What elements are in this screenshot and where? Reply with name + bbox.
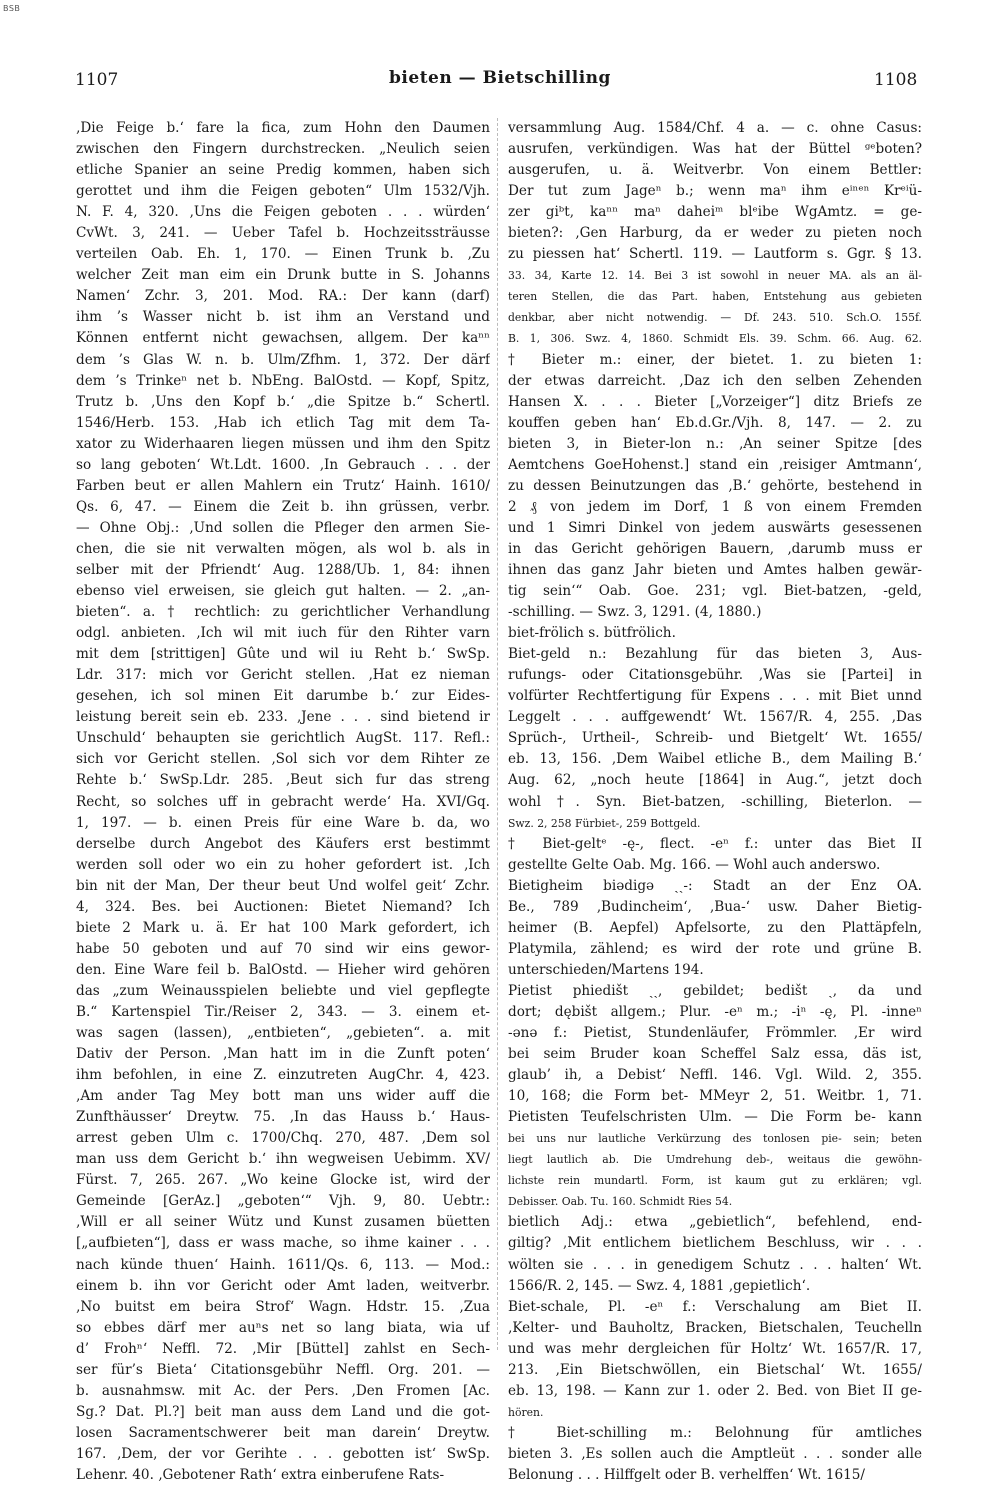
text-line: bieten“. a. † rechtlich: zu gerichtlicher Verhandlung bbox=[76, 604, 490, 621]
text-line: versammlung Aug. 1584/Chf. 4 a. — c. ohne Casus: bbox=[508, 120, 922, 136]
text-line: 213. ‚Ein Bietschwöllen, ein Bietschal‘ Wt. 1655/ bbox=[508, 1361, 922, 1378]
text-line: so ebbes därf mer auⁿs net so lang biata, wia uf bbox=[76, 1319, 490, 1336]
text-line: unterschieden/Martens 194. bbox=[508, 961, 704, 978]
text-line: Dativ der Person. ‚Man hatt im in die Zunft poten‘ bbox=[76, 1046, 490, 1063]
text-line: was sagen (lassen), „entbieten“, „gebieten“. a. mit bbox=[76, 1025, 490, 1042]
text-line: Recht, so solches uff in gebracht werde‘ Ha. XVI/Gq. bbox=[76, 793, 490, 810]
text-line: Biet-schale, Pl. -eⁿ f.: Verschalung am Biet II. bbox=[508, 1298, 922, 1315]
text-line: d’ Frohⁿ‘ Neffl. 72. ‚Mir [Büttel] zahlst en Sech- bbox=[76, 1340, 490, 1357]
text-line: ihm befohlen, in eine Z. einzutreten AugChr. 4, 423. bbox=[76, 1067, 490, 1084]
text-line: N. F. 4, 320. ‚Uns die Feigen geboten . . . würden‘ bbox=[76, 204, 490, 221]
text-line: kouffen geben han‘ Eb.d.Gr./Vjh. 8, 147. — 2. zu bbox=[508, 414, 922, 431]
text-line: Sg.? Dat. Pl.?] beit man auss dem Land und die got- bbox=[76, 1403, 490, 1420]
text-line: -ənə f.: Pietist, Stundenläufer, Frömmler. ‚Er wird bbox=[508, 1025, 922, 1042]
text-line: das „zum Weinausspielen beliebte und viel gepflegte bbox=[76, 982, 490, 999]
text-line: [„aufbieten“], dass er wass mache, so ihme kainer . . . bbox=[76, 1235, 490, 1252]
text-line: Lehenr. 40. ‚Gebotener Rath‘ extra einberufene Rats- bbox=[76, 1467, 445, 1483]
text-line: eb. 13, 156. ‚Dem Waibel etliche B., dem Mailing B.‘ bbox=[508, 751, 922, 768]
text-line: 167. ‚Dem, der vor Gerihte . . . gebotten ist‘ SwSp. bbox=[76, 1445, 490, 1462]
text-line: Pietist phiedišt ˏˏ, gebildet; bedišt ˏ, da und bbox=[508, 982, 922, 999]
text-line: eb. 13, 198. — Kann zur 1. oder 2. Bed. von Biet II ge- bbox=[508, 1382, 922, 1399]
text-line: wohl †. Syn. Biet-batzen, -schilling, Bieterlon. — bbox=[508, 793, 922, 810]
text-line: dem ’s Trinkeⁿ net b. NbEng. BalOstd. — Kopf, Spitz, bbox=[76, 372, 490, 389]
text-line: wölten sie . . . in genedigem Schutz . . . halten‘ Wt. bbox=[508, 1256, 922, 1273]
text-line: Fürst. 7, 265. 267. „Wo keine Glocke ist, wird der bbox=[76, 1172, 490, 1189]
text-line: und 1 Simri Dinkel von jedem auswärts gesessenen bbox=[508, 519, 922, 536]
text-line: Pietisten Teufelschristen Ulm. — Die Form be- kann bbox=[508, 1109, 922, 1126]
text-line: werden soll oder wo ein zu hoher gefordert ist. ‚Ich bbox=[76, 856, 490, 873]
text-line: xator zu Widerhaaren liegen müssen und ihm den Spitz bbox=[76, 435, 490, 452]
text-line: Platymila, zählend; es wird der rote und grüne B. bbox=[508, 940, 922, 957]
text-line: 4, 324. Bes. bei Auctionen: Bietet Niemand? Ich bbox=[76, 898, 490, 915]
text-line: bieten?: ‚Gen Harburg, da er weder zu pieten noch bbox=[508, 225, 922, 242]
text-line: 10, 168; die Form bet- MMeyr 2, 51. Weitbr. 1, 71. bbox=[508, 1088, 922, 1105]
text-line: Trutz b. ‚Uns den Kopf b.‘ „die Spitze b.“ Schertl. bbox=[76, 393, 490, 410]
text-line: giltig? ‚Mit entlichem bietlichem Beschluss, wir . . . bbox=[508, 1235, 922, 1252]
text-line: odgl. anbieten. ‚Ich wil mit iuch für den Rihter varn bbox=[76, 625, 490, 642]
text-line: denkbar, aber nicht notwendig. — Df. 243. 510. Sch.O. 155f. bbox=[508, 311, 922, 325]
text-line: 1546/Herb. 153. ‚Hab ich etlich Tag mit dem Ta- bbox=[76, 414, 490, 431]
text-line: Gemeinde [GerAz.] „geboten‘“ Vjh. 9, 80. Uebtr.: bbox=[76, 1193, 490, 1210]
text-line: † Bieter m.: einer, der bietet. 1. zu bieten 1: bbox=[508, 351, 922, 368]
text-line: Zunfthäusser‘ Dreytw. 75. ‚In das Hauss b.‘ Haus- bbox=[76, 1109, 490, 1126]
text-line: -schilling. — Swz. 3, 1291. (4, 1880.) bbox=[508, 604, 762, 621]
text-line: 1, 197. — b. einen Preis für eine Ware b. da, wo bbox=[76, 814, 490, 831]
text-line: zer giᵇt, kaⁿⁿ maⁿ daheiᵐ blᵉibe WgAmtz. = ge- bbox=[508, 204, 922, 221]
text-line: Biet-geld n.: Bezahlung für das bieten 3, Aus- bbox=[508, 646, 922, 663]
text-line: bieten 3. ‚Es sollen auch die Amptleüt . . . sonder alle bbox=[508, 1445, 922, 1462]
text-line: † Biet-geltᵉ -ę-, flect. -eⁿ f.: unter das Biet II bbox=[508, 835, 922, 852]
text-line: zu dessen Beinutzungen das ‚B.‘ gehörte, bestehend in bbox=[508, 477, 922, 494]
text-line: 1566/R. 2, 145. — Swz. 4, 1881 ‚gepietlich‘. bbox=[508, 1277, 811, 1294]
text-line: bietlich Adj.: etwa „gebietlich“, befehlend, end- bbox=[508, 1214, 922, 1231]
text-line: Leggelt . . . auffgewendt‘ Wt. 1567/R. 4, 255. ‚Das bbox=[508, 709, 922, 726]
text-line: Belonung . . . Hilffgelt oder B. verhelffen‘ Wt. 1615/ bbox=[508, 1467, 865, 1483]
text-line: B. 1, 306. Swz. 4, 1860. Schmidt Els. 39. Schm. 66. Aug. 62. bbox=[508, 332, 922, 346]
text-line: welcher Zeit man eim ein Drunk butte in S. Johanns bbox=[76, 267, 490, 284]
text-line: ihm ’s Wasser nicht b. ist ihm an Verstand und bbox=[76, 309, 490, 326]
text-line: ‚No buitst em beira Strof‘ Wagn. Hdstr. 15. ‚Zua bbox=[76, 1298, 490, 1315]
text-line: leistung bereit sein eb. 233. ‚Jene . . . sind bietend ir bbox=[76, 709, 490, 726]
text-line: ‚Die Feige b.‘ fare la fica, zum Hohn den Daumen bbox=[76, 120, 490, 136]
text-line: Be., 789 ‚Budincheim‘, ‚Bua-‘ usw. Daher Bietig- bbox=[508, 898, 922, 915]
text-line: 2 ₰ von jedem im Dorf, 1 ß von einem Fremden bbox=[508, 498, 922, 515]
text-line: chen, die sie nit verwalten mögen, als wol b. als in bbox=[76, 540, 490, 557]
text-line: der etwas darreicht. ‚Daz ich den selben Zehenden bbox=[508, 372, 922, 389]
text-line: ausgerufen, u. ä. Weitverbr. Von einem Bettler: bbox=[508, 162, 922, 179]
text-line: in das Gericht gehörigen Bauern, ‚darumb muss er bbox=[508, 540, 922, 557]
text-line: dort; dębišt allgem.; Plur. -eⁿ m.; -iⁿ -ę, Pl. -inneⁿ bbox=[508, 1003, 922, 1020]
text-line: sich vor Gericht stellen. ‚Sol sich vor dem Rihter ze bbox=[76, 751, 490, 768]
text-line: bei uns nur lautliche Verkürzung des tonlosen pie- sein; beten bbox=[508, 1132, 922, 1146]
text-line: Swz. 2, 258 Fürbiet-, 259 Bottgeld. bbox=[508, 816, 701, 830]
text-line: Bietigheim biədigə ˏˏ-: Stadt an der Enz OA. bbox=[508, 877, 922, 894]
text-line: ausrufen, verkündigen. Was hat der Büttel ᵍᵉboten? bbox=[508, 141, 922, 158]
text-line: lichste rein mundartl. Form, ist kaum gut zu erklären; vgl. bbox=[508, 1174, 922, 1188]
text-line: Aug. 62, „noch heute [1864] in Aug.“, jetzt doch bbox=[508, 772, 922, 789]
text-line: gerottet und ihm die Feigen geboten“ Ulm 1532/Vjh. bbox=[76, 183, 490, 200]
text-line: ‚Will er all seiner Wütz und Kunst zusamen büetten bbox=[76, 1214, 490, 1231]
text-line: † Biet-schilling m.: Belohnung für amtliches bbox=[508, 1424, 922, 1441]
text-line: dem ’s Glas W. n. b. Ulm/Zfhm. 1, 372. Der därf bbox=[76, 351, 490, 368]
text-line: volfürter Rechtfertigung für Expens . . . mit Biet unnd bbox=[508, 688, 922, 705]
text-line: teren Stellen, die das Part. haben, Entstehung aus gebieten bbox=[508, 290, 922, 304]
text-line: verteilen Oab. Eh. 1, 170. — Einen Trunk b. ‚Zu bbox=[76, 246, 490, 263]
text-line: den. Eine Ware feil b. BalOstd. — Hieher wird gehören bbox=[76, 961, 490, 978]
text-line: Rehte b.‘ SwSp.Ldr. 285. ‚Beut sich fur das streng bbox=[76, 772, 490, 789]
text-line: gesehen, ich sol minen Eit darumbe b.‘ zur Eides- bbox=[76, 688, 490, 705]
text-line: tig sein‘“ Oab. Goe. 231; vgl. Biet-batzen, -geld, bbox=[508, 583, 922, 600]
text-line: — Ohne Obj.: ‚Und sollen die Pfleger den armen Sie- bbox=[76, 519, 490, 536]
text-line: ‚Kelter- und Bauholtz, Bracken, Bietschalen, Teuchelln bbox=[508, 1319, 922, 1336]
text-line: bieten 3, in Bieter-lon n.: ‚An seiner Spitze [des bbox=[508, 435, 922, 452]
library-stamp: BSB bbox=[3, 4, 21, 13]
text-line: so lang geboten‘ Wt.Ldt. 1600. ‚In Gebrauch . . . der bbox=[76, 456, 490, 473]
text-line: Ldr. 317: mich vor Gericht stellen. ‚Hat ez nieman bbox=[76, 667, 490, 684]
text-line: und was mehr dergleichen für Holtz‘ Wt. 1657/R. 17, bbox=[508, 1340, 922, 1357]
column-divider bbox=[497, 118, 499, 1350]
running-head: bieten — Bietschilling bbox=[389, 68, 611, 88]
page-number-right: 1108 bbox=[874, 70, 918, 90]
text-line: Unschuld‘ behaupten sie gerichtlich AugSt. 117. Refl.: bbox=[76, 730, 490, 747]
text-line: Sprüch-, Urtheil-, Schreib- und Bietgelt‘ Wt. 1655/ bbox=[508, 730, 922, 747]
text-line: glaub’ ih, a Debist‘ Neffl. 146. Vgl. Wild. 2, 355. bbox=[508, 1067, 922, 1084]
text-line: man uss dem Gericht b.‘ ihn wegweisen Uebimm. XV/ bbox=[76, 1151, 490, 1168]
text-line: gestellte Gelte Oab. Mg. 166. — Wohl auch anderswo. bbox=[508, 856, 881, 873]
text-line: ebenso viel erweisen, sie gleich gut halten. — 2. „an- bbox=[76, 583, 490, 600]
text-line: biete 2 Mark u. ä. Er hat 100 Mark gefordert, ich bbox=[76, 919, 490, 936]
text-line: ihnen das ganz Jahr bieten und Amtes halben gewär- bbox=[508, 561, 922, 578]
text-line: Aemtchens GoeHohenst.] stand ein ‚reisiger Amtmann‘, bbox=[508, 456, 922, 473]
text-line: B.“ Kartenspiel Tir./Reiser 2, 343. — 3. einem et- bbox=[76, 1003, 490, 1020]
text-line: Qs. 6, 47. — Einem die Zeit b. ihn grüssen, verbr. bbox=[76, 498, 490, 515]
text-line: Farben beut er allen Mahlern ein Trutz‘ Hainh. 1610/ bbox=[76, 477, 490, 494]
text-line: ser für’s Bieta‘ Citationsgebühr Neffl. Org. 201. — bbox=[76, 1361, 490, 1378]
text-line: 33. 34, Karte 12. 14. Bei 3 ist sowohl in neuer MA. als an äl- bbox=[508, 269, 922, 283]
text-line: einem b. ihn vor Gericht oder Amt laden, weitverbr. bbox=[76, 1277, 490, 1294]
text-line: Können entfernt nicht gewachsen, allgem. Der kaⁿⁿ bbox=[76, 330, 490, 347]
text-line: Debisser. Oab. Tu. 160. Schmidt Ries 54. bbox=[508, 1195, 733, 1209]
text-line: hören. bbox=[508, 1405, 544, 1419]
text-line: biet-frölich s. bütfrölich. bbox=[508, 625, 676, 642]
column-left bbox=[76, 118, 490, 1486]
text-line: zu piessen hat‘ Schertl. 119. — Lautform s. Ggr. § 13. bbox=[508, 246, 922, 263]
text-line: losen Sacramentschwerer beit man darein‘ Dreytw. bbox=[76, 1424, 490, 1441]
text-line: derselbe durch Angebot des Käufers erst bestimmt bbox=[76, 835, 490, 852]
text-line: bei seim Bruder koan Scheffel Salz essa, däs ist, bbox=[508, 1046, 922, 1063]
text-line: zwischen den Fingern durchstrecken. „Neulich seien bbox=[76, 141, 490, 158]
text-line: Der tut zum Jageⁿ b.; wenn maⁿ ihm eⁱⁿᵉⁿ Krᵉⁱü- bbox=[508, 183, 922, 200]
column-right bbox=[508, 118, 922, 1486]
text-line: nach künde thuen‘ Hainh. 1611/Qs. 6, 113. — Mod.: bbox=[76, 1256, 490, 1273]
text-line: b. ausnahmsw. mit Ac. der Pers. ‚Den Fromen [Ac. bbox=[76, 1382, 490, 1399]
text-line: heimer (B. Aepfel) Apfelsorte, zu den Plattäpfeln, bbox=[508, 919, 922, 936]
text-line: etliche Spanier an seine Predig kommen, haben sich bbox=[76, 162, 490, 179]
text-line: Namen‘ Zchr. 3, 201. Mod. RA.: Der kann (darf) bbox=[76, 288, 490, 305]
text-line: CvWt. 3, 241. — Ueber Tafel b. Hochzeitssträusse bbox=[76, 225, 490, 242]
text-line: liegt lautlich ab. Die Umdrehung deb-, weitaus die gewöhn- bbox=[508, 1153, 922, 1167]
text-line: bin nit der Man, Der theur beut Und wolfel geit‘ Zchr. bbox=[76, 877, 490, 894]
text-line: ‚Am ander Tag Mey bott man uns wider auff die bbox=[76, 1088, 490, 1105]
text-line: selber mit der Pfriendt‘ Aug. 1288/Ub. 1, 84: ihnen bbox=[76, 561, 490, 578]
page-number-left: 1107 bbox=[75, 70, 119, 90]
text-line: Hansen X. . . . Bieter [„Vorzeiger“] ditz Briefs ze bbox=[508, 393, 922, 410]
text-line: arrest geben Ulm c. 1700/Chq. 270, 487. ‚Dem sol bbox=[76, 1130, 490, 1147]
text-line: mit dem [strittigen] Gûte und wil iu Reht b.‘ SwSp. bbox=[76, 646, 490, 663]
text-line: rufungs- oder Citationsgebühr. ‚Was sie [Partei] in bbox=[508, 667, 922, 684]
text-line: habe 50 geboten und auf 70 sind wir eins gewor- bbox=[76, 940, 490, 957]
